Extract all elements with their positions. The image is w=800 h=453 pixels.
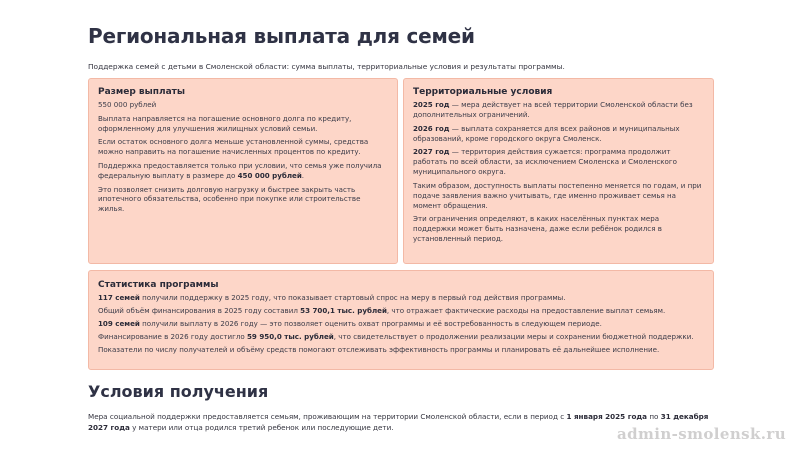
page-content	[88, 24, 714, 433]
conditions-text: Мера социальной поддержки предоставляется семьям, проживающим на территории Смоленской области, если в период с 1 января 2025 года по 31 декабря 2027 года у матери или отца родился третий ребенок или последующие дети.	[88, 412, 709, 432]
stats-line-5: Показатели по числу получателей и объёму средств помогают отслеживать эффективность программы и планировать её дальнейшее исполнение.	[98, 344, 660, 354]
stats-line-4: Финансирование в 2026 году достигло 59 950,0 тыс. рублей, что свидетельствует о продолжении реализации меры и сохранении бюджетной поддержки.	[98, 331, 694, 341]
page-title: Региональная выплата для семей	[88, 24, 475, 48]
conditions-heading: Условия получения	[88, 382, 269, 401]
territory-2026: 2026 год — выплата сохраняется для всех районов и муниципальных образований, кроме городского округа Смоленск.	[413, 123, 680, 143]
stats-card	[88, 270, 714, 370]
territory-2025: 2025 год — мера действует на всей территории Смоленской области без дополнительных ограничений.	[413, 100, 693, 119]
payment-amount: 550 000 рублей	[98, 100, 157, 109]
payment-card	[88, 78, 398, 264]
site-watermark: admin-smolensk.ru	[616, 425, 786, 443]
payment-p1: Выплата направляется на погашение основного долга по кредиту, оформленному для улучшения жилищных условий семьи.	[98, 113, 352, 133]
territory-card-heading: Территориальные условия	[413, 87, 553, 97]
territory-2027: 2027 год — территория действия сужается: программа продолжит работать по всей области, за исключением Смоленска и Смоленского муниципального округа.	[413, 147, 677, 177]
payment-p2: Если остаток основного долга меньше установленной суммы, средства можно направить на погашение начисленных процентов по кредиту.	[98, 137, 369, 157]
cards-row	[88, 78, 714, 264]
payment-p4: Это позволяет снизить долговую нагрузку и быстрее закрыть часть ипотечного обязательства, особенно при покупке или строительстве жилья.	[98, 184, 361, 214]
territory-p5: Эти ограничения определяют, в каких населённых пунктах мера поддержки может быть назначена, даже если ребёнок родился в установленный период.	[413, 214, 662, 244]
stats-card-heading: Статистика программы	[98, 280, 219, 290]
territory-card	[403, 78, 714, 264]
stats-line-2: Общий объём финансирования в 2025 году составил 53 700,1 тыс. рублей, что отражает фактические расходы на предоставление выплат семьям.	[98, 305, 666, 315]
territory-p4: Таким образом, доступность выплаты постепенно меняется по годам, и при подаче заявления важно учитывать, где именно проживает семья на момент обращения.	[413, 180, 702, 210]
payment-p3: Поддержка предоставляется только при условии, что семья уже получила федеральную выплату в размере до 450 000 рублей.	[98, 160, 382, 180]
stats-line-1: 117 семей получили поддержку в 2025 году, что показывает стартовый спрос на меру в первый год действия программы.	[98, 293, 566, 302]
intro-text: Поддержка семей с детьми в Смоленской области: сумма выплаты, территориальные условия и результаты программы.	[88, 62, 565, 71]
stats-line-3: 109 семей получили выплату в 2026 году — это позволяет оценить охват программы и её востребованность в следующем периоде.	[98, 318, 602, 328]
payment-card-heading: Размер выплаты	[98, 87, 186, 97]
